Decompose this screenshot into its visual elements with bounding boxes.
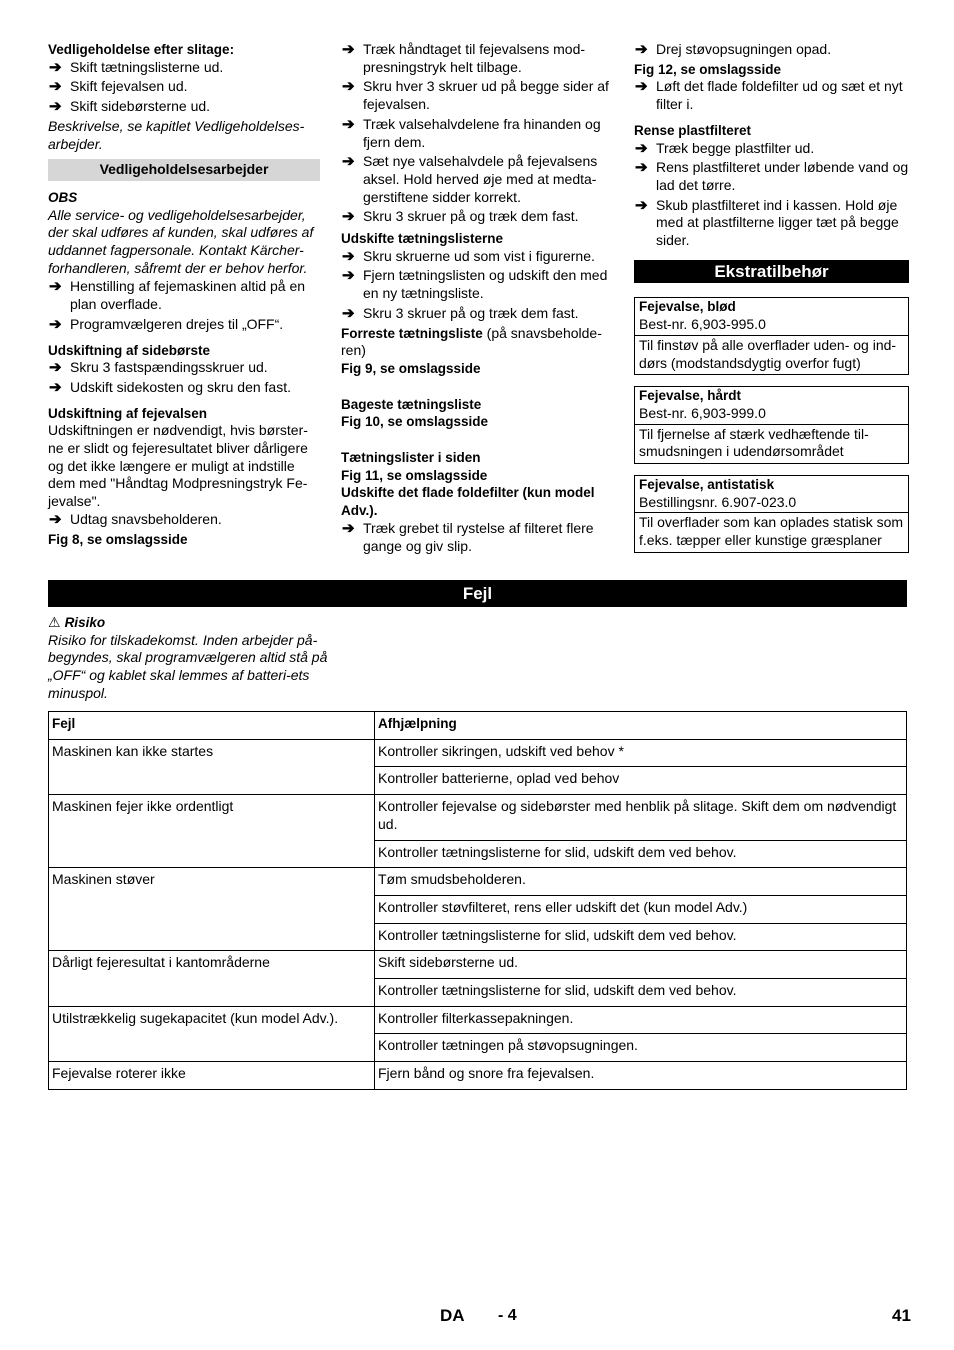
- step-item: [634, 41, 909, 59]
- step-item: [48, 316, 320, 334]
- step-item: [341, 248, 616, 266]
- step-text: Drej støvopsugningen opad.: [656, 41, 832, 57]
- accessory-header: [635, 476, 908, 513]
- step-item: [634, 197, 909, 250]
- step-text: Skru 3 fastspændingsskruer ud.: [70, 359, 268, 376]
- column-3: [634, 41, 909, 564]
- step-text: Træk grebet til rystelse af filteret flere gange og giv slip.: [363, 519, 594, 554]
- step-item: [634, 159, 909, 194]
- obs-label: OBS: [48, 189, 78, 205]
- fig-10: Fig 10, se omslagsside: [341, 414, 489, 430]
- faults-table: [48, 711, 907, 1090]
- warning-icon: ⚠: [48, 614, 61, 630]
- faults-title: Fejl: [48, 580, 907, 607]
- arrow-right-icon: ➔: [342, 267, 355, 285]
- obs-text: Alle service- og vedligeholdelsesarbejder, der skal udføres af kunden, skal udføres af uddannet fagpersonale. Kontakt Kärcher-forhandleren, såfremt der er behov herfor.: [48, 206, 314, 276]
- arrow-right-icon: ➔: [342, 153, 355, 171]
- accessory-description: Til finstøv på alle overflader uden- og ind-dørs (modstandsdygtig overfor fugt): [639, 336, 897, 371]
- remedy-cell: Kontroller batterierne, oplad ved behov: [375, 767, 907, 795]
- steps-fig12: [634, 78, 909, 113]
- fault-cell: Utilstrækkelig sugekapacitet (kun model Adv.).: [49, 1006, 375, 1061]
- fault-cell: Maskinen fejer ikke ordentligt: [49, 795, 375, 868]
- step-text: Skub plastfilteret ind i kassen. Hold øje med at plastfilterne ligger tæt på begge sider.: [656, 196, 899, 249]
- arrow-right-icon: ➔: [342, 247, 355, 265]
- arrow-right-icon: ➔: [635, 78, 648, 96]
- side-brush-steps: [48, 359, 320, 396]
- step-item: [341, 305, 616, 323]
- roller-fig: Fig 8, se omslagsside: [48, 531, 188, 547]
- step-item: [341, 267, 616, 302]
- fig-11: Fig 11, se omslagsside: [341, 467, 488, 483]
- remedy-cell: Fjern bånd og snore fra fejevalsen.: [375, 1062, 907, 1090]
- accessory-name: Fejevalse, antistatisk: [639, 477, 775, 493]
- remedy-cell: Kontroller fejevalse og sidebørster med henblik på slitage. Skift dem om nødvendigt ud.: [375, 795, 907, 840]
- column-1: [48, 41, 320, 548]
- step-item: [48, 278, 320, 313]
- arrow-right-icon: ➔: [342, 519, 355, 537]
- step-item: [341, 78, 616, 113]
- step-item: [341, 520, 616, 555]
- table-row: [49, 1062, 907, 1090]
- roller-steps-cont: [341, 41, 616, 226]
- plastic-filter-heading: Rense plastfilteret: [634, 122, 752, 138]
- roller-text: Udskiftningen er nødvendigt, hvis børster-ne er slidt og fejeresultatet bliver dårligere og det ikke længere er muligt at indstille dem med "Håndtag Modpresningstryk Fe-jevalse".: [48, 422, 308, 510]
- step-text: Træk håndtaget til fejevalsens mod-presningstryk helt tilbage.: [363, 41, 586, 75]
- arrow-right-icon: ➔: [635, 159, 648, 177]
- step-text: Rens plastfilteret under løbende vand og lad det tørre.: [656, 159, 909, 193]
- arrow-right-icon: ➔: [49, 315, 62, 333]
- remedy-cell: Kontroller tætningslisterne for slid, udskift dem ved behov.: [375, 923, 907, 951]
- step-text: Fjern tætningslisten og udskift den med en ny tætningsliste.: [363, 267, 608, 302]
- step-item: [48, 59, 320, 77]
- table-row: [49, 795, 907, 840]
- step-text: Træk begge plastfilter ud.: [656, 139, 815, 156]
- step-text: Skift fejevalsen ud.: [70, 78, 188, 95]
- accessory-description: Til fjernelse af stærk vedhæftende til-smudsningen i udendørsområdet: [639, 425, 869, 460]
- table-row: [49, 1006, 907, 1034]
- front-seal-label: Forreste tætningsliste: [341, 325, 483, 341]
- side-seal: Tætningslister i siden: [341, 450, 481, 466]
- front-seal-note: (på snavsbeholde-ren): [341, 324, 602, 359]
- column-2: [341, 41, 616, 557]
- accessory-name: Fejevalse, blød: [639, 299, 736, 315]
- arrow-right-icon: ➔: [635, 41, 648, 58]
- fig-12: Fig 12, se omslagsside: [634, 61, 782, 77]
- arrow-right-icon: ➔: [49, 359, 62, 377]
- step-item: [634, 78, 909, 113]
- accessory-box: [634, 475, 909, 553]
- step-text: Skru hver 3 skruer ud på begge sider af fejevalsen.: [363, 78, 609, 113]
- step-text: Skru skruerne ud som vist i figurerne.: [363, 247, 595, 264]
- step-text: Løft det flade foldefilter ud og sæt et nyt filter i.: [656, 78, 903, 113]
- seal-steps: [341, 248, 616, 323]
- step-text: Henstilling af fejemaskinen altid på en plan overflade.: [70, 278, 306, 313]
- maintenance-heading: Vedligeholdelsesarbejder: [48, 159, 320, 181]
- step-text: Skru 3 skruer på og træk dem fast.: [363, 208, 579, 225]
- seal-heading: Udskifte tætningslisterne: [341, 231, 504, 247]
- step-item: [634, 140, 909, 158]
- step-text: Skift tætningslisterne ud.: [70, 58, 224, 75]
- risk-block: [48, 614, 328, 703]
- accessory-name: Fejevalse, hårdt: [639, 388, 742, 404]
- side-brush-heading: Udskiftning af sidebørste: [48, 342, 211, 358]
- accessory-description: Til overflader som kan oplades statisk som f.eks. tæpper eller kunstige græsplaner: [639, 514, 904, 549]
- section-page: - 4: [498, 1307, 517, 1324]
- arrow-right-icon: ➔: [342, 115, 355, 133]
- fault-cell: Fejevalse roterer ikke: [49, 1062, 375, 1090]
- page-number: 41: [892, 1306, 911, 1325]
- step-item: [48, 78, 320, 96]
- accessory-header: [635, 387, 908, 424]
- rear-seal: Bageste tætningsliste: [341, 396, 482, 412]
- flat-filter-steps: [341, 520, 616, 555]
- flat-filter-heading: Udskifte det flade foldefilter (kun model Adv.).: [341, 485, 595, 519]
- fault-cell: Maskinen kan ikke startes: [49, 739, 375, 794]
- step-item: [48, 511, 320, 529]
- step-text: Udtag snavsbeholderen.: [70, 510, 222, 527]
- table-header-row: [49, 712, 907, 740]
- arrow-right-icon: ➔: [342, 208, 355, 226]
- obs-steps: [48, 278, 320, 333]
- step-text: Skru 3 skruer på og træk dem fast.: [363, 304, 579, 321]
- fig-9: Fig 9, se omslagsside: [341, 360, 481, 376]
- accessory-order-number: Bestillingsnr. 6.907-023.0: [639, 493, 797, 510]
- fault-cell: Maskinen støver: [49, 868, 375, 951]
- step-item: [48, 379, 320, 397]
- fault-cell: Dårligt fejeresultat i kantområderne: [49, 951, 375, 1006]
- step-item: [48, 359, 320, 377]
- arrow-right-icon: ➔: [49, 278, 62, 296]
- accessories-list: [634, 297, 909, 552]
- step-item: [341, 208, 616, 226]
- header-remedy: Afhjælpning: [375, 712, 907, 740]
- step-text: Programvælgeren drejes til „OFF“.: [70, 315, 284, 332]
- steps-top: [634, 41, 909, 59]
- arrow-right-icon: ➔: [635, 196, 648, 214]
- risk-heading: [48, 614, 328, 632]
- wear-steps: [48, 59, 320, 116]
- accessory-order-number: Best-nr. 6,903-995.0: [639, 316, 766, 333]
- accessories-title: Ekstratilbehør: [634, 260, 909, 284]
- step-text: Udskift sidekosten og skru den fast.: [70, 378, 291, 395]
- arrow-right-icon: ➔: [49, 378, 62, 396]
- arrow-right-icon: ➔: [49, 58, 62, 76]
- accessory-order-number: Best-nr. 6,903-999.0: [639, 404, 766, 421]
- arrow-right-icon: ➔: [49, 510, 62, 528]
- step-item: [48, 98, 320, 116]
- step-item: [341, 153, 616, 206]
- accessory-header: [635, 298, 908, 335]
- accessory-box: [634, 386, 909, 464]
- wear-note: Beskrivelse, se kapitlet Vedligeholdelses-arbejder.: [48, 117, 305, 152]
- language-code: DA: [440, 1306, 465, 1325]
- remedy-cell: Tøm smudsbeholderen.: [375, 868, 907, 896]
- roller-steps: [48, 511, 320, 529]
- arrow-right-icon: ➔: [342, 78, 355, 96]
- roller-heading: Udskiftning af fejevalsen: [48, 405, 208, 421]
- remedy-cell: Kontroller tætningslisterne for slid, udskift dem ved behov.: [375, 979, 907, 1007]
- risk-text: Risiko for tilskadekomst. Inden arbejder på-begyndes, skal programvælgeren altid stå på „OFF“ og kablet skal lemmes af batteri-ets minuspol.: [48, 631, 328, 701]
- front-seal: [341, 325, 616, 360]
- header-fault: Fejl: [49, 712, 375, 740]
- plastic-filter-steps: [634, 140, 909, 250]
- remedy-cell: Kontroller tætningen på støvopsugningen.: [375, 1034, 907, 1062]
- risk-label: Risiko: [64, 615, 106, 630]
- arrow-right-icon: ➔: [635, 139, 648, 157]
- remedy-cell: Kontroller støvfilteret, rens eller udskift det (kun model Adv.): [375, 895, 907, 923]
- faults-table-body: [49, 712, 907, 1090]
- table-row: [49, 868, 907, 896]
- wear-heading: Vedligeholdelse efter slitage:: [48, 42, 235, 57]
- arrow-right-icon: ➔: [49, 98, 62, 116]
- arrow-right-icon: ➔: [49, 78, 62, 96]
- step-item: [341, 116, 616, 151]
- step-text: Træk valsehalvdelene fra hinanden og fjern dem.: [363, 115, 601, 150]
- remedy-cell: Kontroller filterkassepakningen.: [375, 1006, 907, 1034]
- arrow-right-icon: ➔: [342, 41, 355, 58]
- step-text: Skift sidebørsterne ud.: [70, 98, 211, 115]
- step-item: [341, 41, 616, 76]
- accessory-box: [634, 297, 909, 375]
- step-text: Sæt nye valsehalvdele på fejevalsens aksel. Hold herved øje med at medta-gerstiftene sidder korrekt.: [363, 153, 598, 205]
- table-row: [49, 951, 907, 979]
- remedy-cell: Kontroller tætningslisterne for slid, udskift dem ved behov.: [375, 840, 907, 868]
- arrow-right-icon: ➔: [342, 304, 355, 322]
- remedy-cell: Skift sidebørsterne ud.: [375, 951, 907, 979]
- table-row: [49, 739, 907, 767]
- remedy-cell: Kontroller sikringen, udskift ved behov *: [375, 739, 907, 767]
